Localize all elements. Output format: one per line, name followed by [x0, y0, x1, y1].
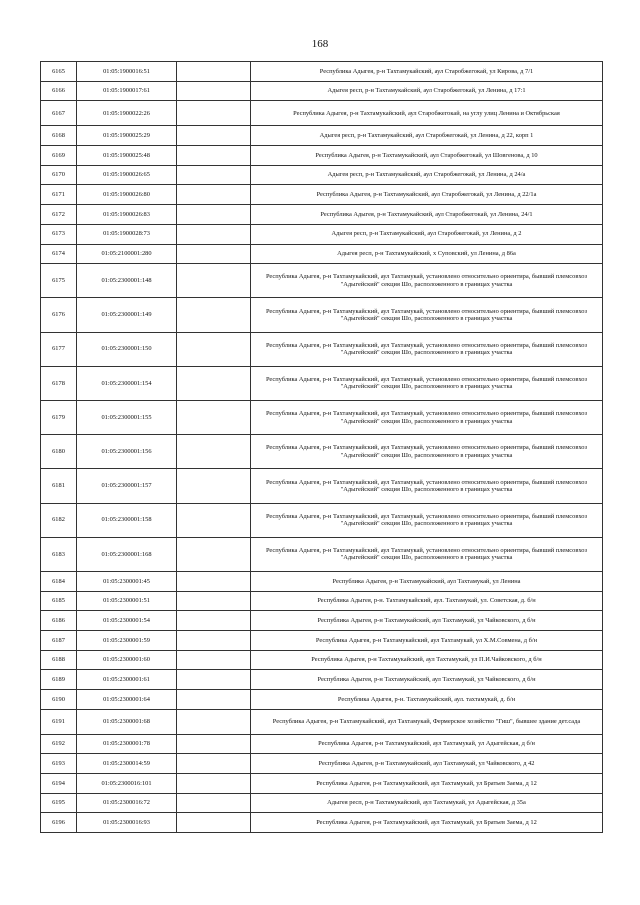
row-number-cell: 6167	[41, 101, 77, 126]
table-row	[41, 670, 603, 690]
cadastral-number-cell: 01:05:2300001:68	[77, 709, 177, 734]
empty-cell	[177, 81, 251, 101]
property-table	[40, 61, 603, 833]
address-cell: Республика Адыгея, р-н Тахтамукайский, аул Тахтамукай, ул Братьев Заема, д 12	[251, 813, 603, 833]
address-cell: Республика Адыгея, р-н Тахтамукайский, аул Тахтамукай, установлено относительно ориентира, бывший племсовхоз "Адыгейский" секция Шо, расположенного в границах участка	[251, 400, 603, 434]
address-cell: Республика Адыгея, р-н. Тахтамукайский, аул. тахтамукай, д. б/н	[251, 690, 603, 710]
table-row	[41, 650, 603, 670]
row-number-cell: 6173	[41, 224, 77, 244]
row-number-cell: 6172	[41, 205, 77, 225]
row-number-cell: 6190	[41, 690, 77, 710]
table-row	[41, 435, 603, 469]
address-cell: Республика Адыгея, р-н. Тахтамукайский, аул. Тахтамукай, ул. Советская, д. б/н	[251, 591, 603, 611]
address-cell: Республика Адыгея, р-н Тахтамукайский, аул Тахтамукай, ул П.И.Чайковского, д б/н	[251, 650, 603, 670]
table-row	[41, 146, 603, 166]
table-row	[41, 754, 603, 774]
row-number-cell: 6186	[41, 611, 77, 631]
address-cell: Республика Адыгея, р-н Тахтамукайский, аул Тахтамукай, ул Братьев Заема, д 12	[251, 774, 603, 794]
address-cell: Республика Адыгея, р-н Тахтамукайский, аул Тахтамукай, установлено относительно ориентира, бывший племсовхоз "Адыгейский" секция Шо, расположенного в границах участка	[251, 503, 603, 537]
row-number-cell: 6178	[41, 366, 77, 400]
address-cell: Республика Адыгея, р-н Тахтамукайский, аул Тахтамукай, установлено относительно ориентира, бывший племсовхоз "Адыгейский" секция Шо, расположенного в границах участка	[251, 537, 603, 571]
address-cell: Республика Адыгея, р-н Тахтамукайский, аул Старобжегокай, ул Ленина, 24/1	[251, 205, 603, 225]
address-cell: Республика Адыгея, р-н Тахтамукайский, аул Тахтамукай, установлено относительно ориентира, бывший племсовхоз "Адыгейский" секция Шо, расположенного в границах участка	[251, 469, 603, 503]
address-cell: Республика Адыгея, р-н Тахтамукайский, аул Тахтамукай, ул Чайковского, д б/н	[251, 670, 603, 690]
cadastral-number-cell: 01:05:1900022:26	[77, 101, 177, 126]
row-number-cell: 6169	[41, 146, 77, 166]
table-row	[41, 205, 603, 225]
cadastral-number-cell: 01:05:1900026:65	[77, 165, 177, 185]
table-row	[41, 537, 603, 571]
table-row	[41, 469, 603, 503]
table-row	[41, 298, 603, 332]
address-cell: Республика Адыгея, р-н Тахтамукайский, аул Старобжегокай, ул Шовгенова, д 10	[251, 146, 603, 166]
empty-cell	[177, 774, 251, 794]
table-row	[41, 571, 603, 591]
table-row	[41, 224, 603, 244]
empty-cell	[177, 185, 251, 205]
cadastral-number-cell: 01:05:2300001:59	[77, 630, 177, 650]
row-number-cell: 6196	[41, 813, 77, 833]
page-number: 168	[311, 38, 329, 50]
empty-cell	[177, 503, 251, 537]
row-number-cell: 6194	[41, 774, 77, 794]
empty-cell	[177, 101, 251, 126]
cadastral-number-cell: 01:05:2300001:45	[77, 571, 177, 591]
table-row	[41, 165, 603, 185]
row-number-cell: 6175	[41, 264, 77, 298]
empty-cell	[177, 366, 251, 400]
address-cell: Республика Адыгея, р-н Тахтамукайский, аул Тахтамукай, установлено относительно ориентира, бывший племсовхоз "Адыгейский" секция Шо, расположенного в границах участка	[251, 435, 603, 469]
cadastral-number-cell: 01:05:2300001:61	[77, 670, 177, 690]
empty-cell	[177, 469, 251, 503]
row-number-cell: 6171	[41, 185, 77, 205]
address-cell: Республика Адыгея, р-н Тахтамукайский, аул Тахтамукай, ул Чайковского, д 42	[251, 754, 603, 774]
table-row	[41, 264, 603, 298]
empty-cell	[177, 165, 251, 185]
row-number-cell: 6183	[41, 537, 77, 571]
row-number-cell: 6191	[41, 709, 77, 734]
table-row	[41, 400, 603, 434]
row-number-cell: 6189	[41, 670, 77, 690]
cadastral-number-cell: 01:05:1900016:51	[77, 62, 177, 82]
empty-cell	[177, 62, 251, 82]
empty-cell	[177, 754, 251, 774]
cadastral-number-cell: 01:05:2100001:280	[77, 244, 177, 264]
row-number-cell: 6192	[41, 734, 77, 754]
table-row	[41, 793, 603, 813]
row-number-cell: 6185	[41, 591, 77, 611]
table-row	[41, 332, 603, 366]
row-number-cell: 6195	[41, 793, 77, 813]
table-row	[41, 709, 603, 734]
empty-cell	[177, 734, 251, 754]
cadastral-number-cell: 01:05:2300001:154	[77, 366, 177, 400]
empty-cell	[177, 244, 251, 264]
row-number-cell: 6166	[41, 81, 77, 101]
cadastral-number-cell: 01:05:1900017:61	[77, 81, 177, 101]
table-body	[41, 62, 603, 833]
cadastral-number-cell: 01:05:2300001:158	[77, 503, 177, 537]
empty-cell	[177, 264, 251, 298]
table-row	[41, 503, 603, 537]
cadastral-number-cell: 01:05:1900025:29	[77, 126, 177, 146]
row-number-cell: 6179	[41, 400, 77, 434]
address-cell: Республика Адыгея, р-н Тахтамукайский, аул Старобжегокай, ул Кирова, д 7/1	[251, 62, 603, 82]
empty-cell	[177, 690, 251, 710]
empty-cell	[177, 670, 251, 690]
cadastral-number-cell: 01:05:2300014:59	[77, 754, 177, 774]
table-row	[41, 244, 603, 264]
cadastral-number-cell: 01:05:2300001:148	[77, 264, 177, 298]
address-cell: Республика Адыгея, р-н Тахтамукайский, аул Тахтамукай, установлено относительно ориентира, бывший племсовхоз "Адыгейский" секция Шо, расположенного в границах участка	[251, 264, 603, 298]
cadastral-number-cell: 01:05:2300016:72	[77, 793, 177, 813]
row-number-cell: 6193	[41, 754, 77, 774]
empty-cell	[177, 709, 251, 734]
table-row	[41, 690, 603, 710]
empty-cell	[177, 332, 251, 366]
row-number-cell: 6177	[41, 332, 77, 366]
table-row	[41, 185, 603, 205]
address-cell: Республика Адыгея, р-н Тахтамукайский, аул Старобжегокай, ул Ленина, д 22/1а	[251, 185, 603, 205]
cadastral-number-cell: 01:05:1900026:80	[77, 185, 177, 205]
cadastral-number-cell: 01:05:2300001:51	[77, 591, 177, 611]
empty-cell	[177, 126, 251, 146]
address-cell: Адыгея респ, р-н Тахтамукайский, аул Старобжегокай, ул Ленина, д 17:1	[251, 81, 603, 101]
cadastral-number-cell: 01:05:2300001:64	[77, 690, 177, 710]
row-number-cell: 6176	[41, 298, 77, 332]
table-row	[41, 813, 603, 833]
empty-cell	[177, 435, 251, 469]
cadastral-number-cell: 01:05:2300001:78	[77, 734, 177, 754]
table-row	[41, 611, 603, 631]
empty-cell	[177, 813, 251, 833]
address-cell: Адыгея респ, р-н Тахтамукайский, х Суповский, ул Ленина, д 86а	[251, 244, 603, 264]
row-number-cell: 6168	[41, 126, 77, 146]
cadastral-number-cell: 01:05:2300001:150	[77, 332, 177, 366]
empty-cell	[177, 537, 251, 571]
table-row	[41, 81, 603, 101]
row-number-cell: 6187	[41, 630, 77, 650]
row-number-cell: 6180	[41, 435, 77, 469]
empty-cell	[177, 205, 251, 225]
table-row	[41, 630, 603, 650]
row-number-cell: 6165	[41, 62, 77, 82]
empty-cell	[177, 400, 251, 434]
row-number-cell: 6184	[41, 571, 77, 591]
address-cell: Республика Адыгея, р-н Тахтамукайский, аул Тахтамукай, ул Х.М.Совмена, д б/н	[251, 630, 603, 650]
address-cell: Адыгея респ, р-н Тахтамукайский, аул Старобжегокай, ул Ленина, д 2	[251, 224, 603, 244]
row-number-cell: 6174	[41, 244, 77, 264]
address-cell: Республика Адыгея, р-н Тахтамукайский, аул Тахтамукай, Фермерское хозяйство "Гиш", бывшее здание дет.сада	[251, 709, 603, 734]
table-row	[41, 366, 603, 400]
table-row	[41, 101, 603, 126]
address-cell: Адыгея респ, р-н Тахтамукайский, аул Старобжегокай, ул Ленина, д 22, корп 1	[251, 126, 603, 146]
cadastral-number-cell: 01:05:1900028:73	[77, 224, 177, 244]
cadastral-number-cell: 01:05:2300001:54	[77, 611, 177, 631]
empty-cell	[177, 611, 251, 631]
address-cell: Республика Адыгея, р-н Тахтамукайский, аул Тахтамукай, ул Ленина	[251, 571, 603, 591]
row-number-cell: 6182	[41, 503, 77, 537]
address-cell: Адыгея респ, р-н Тахтамукайский, аул Тахтамукай, ул Адыгейская, д 35а	[251, 793, 603, 813]
cadastral-number-cell: 01:05:1900026:83	[77, 205, 177, 225]
address-cell: Республика Адыгея, р-н Тахтамукайский, аул Тахтамукай, ул Адыгейская, д б/н	[251, 734, 603, 754]
empty-cell	[177, 146, 251, 166]
table-row	[41, 774, 603, 794]
empty-cell	[177, 650, 251, 670]
cadastral-number-cell: 01:05:2300001:156	[77, 435, 177, 469]
address-cell: Республика Адыгея, р-н Тахтамукайский, аул Старобжегокай, на углу улиц Ленина и Октябрьская	[251, 101, 603, 126]
cadastral-number-cell: 01:05:2300016:93	[77, 813, 177, 833]
row-number-cell: 6181	[41, 469, 77, 503]
address-cell: Адыгея респ, р-н Тахтамукайский, аул Старобжегокай, ул Ленина, д 24/а	[251, 165, 603, 185]
empty-cell	[177, 224, 251, 244]
empty-cell	[177, 591, 251, 611]
cadastral-number-cell: 01:05:2300001:155	[77, 400, 177, 434]
empty-cell	[177, 571, 251, 591]
address-cell: Республика Адыгея, р-н Тахтамукайский, аул Тахтамукай, установлено относительно ориентира, бывший племсовхоз "Адыгейский" секция Шо, расположенного в границах участка	[251, 298, 603, 332]
empty-cell	[177, 630, 251, 650]
cadastral-number-cell: 01:05:2300016:101	[77, 774, 177, 794]
address-cell: Республика Адыгея, р-н Тахтамукайский, аул Тахтамукай, установлено относительно ориентира, бывший племсовхоз "Адыгейский" секция Шо, расположенного в границах участка	[251, 366, 603, 400]
cadastral-number-cell: 01:05:2300001:60	[77, 650, 177, 670]
row-number-cell: 6188	[41, 650, 77, 670]
table-row	[41, 62, 603, 82]
cadastral-number-cell: 01:05:2300001:157	[77, 469, 177, 503]
address-cell: Республика Адыгея, р-н Тахтамукайский, аул Тахтамукай, установлено относительно ориентира, бывший племсовхоз "Адыгейский" секция Шо, расположенного в границах участка	[251, 332, 603, 366]
empty-cell	[177, 793, 251, 813]
row-number-cell: 6170	[41, 165, 77, 185]
address-cell: Республика Адыгея, р-н Тахтамукайский, аул Тахтамукай, ул Чайковского, д б/н	[251, 611, 603, 631]
table-row	[41, 126, 603, 146]
table-row	[41, 591, 603, 611]
table-row	[41, 734, 603, 754]
cadastral-number-cell: 01:05:2300001:168	[77, 537, 177, 571]
empty-cell	[177, 298, 251, 332]
cadastral-number-cell: 01:05:1900025:48	[77, 146, 177, 166]
cadastral-number-cell: 01:05:2300001:149	[77, 298, 177, 332]
